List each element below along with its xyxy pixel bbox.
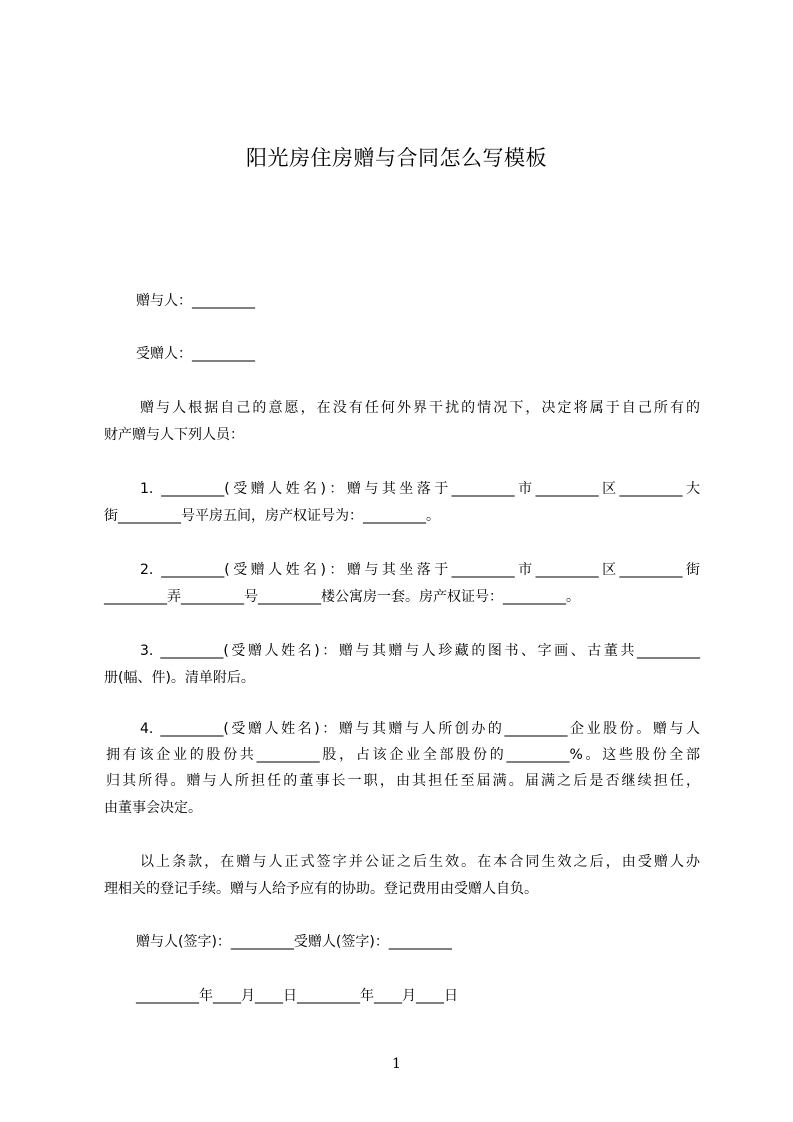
item4-line-4: 由董事会决定。 bbox=[104, 800, 202, 816]
intro-line-2: 财产赠与人下列人员： bbox=[104, 427, 244, 443]
item2-line-2: _________弄_________号_________楼公寓房一套。房产权证号：_________。 bbox=[104, 589, 580, 605]
signature-line: 赠与人(签字)：_________受赠人(签字)：_________ bbox=[136, 934, 452, 950]
intro-line-1: 赠与人根据自己的意愿，在没有任何外界干扰的情况下，决定将属于自己所有的 bbox=[140, 400, 700, 416]
item3-line-2: 册(幅、件)。清单附后。 bbox=[104, 670, 255, 686]
item3-line-1: 3. _________(受赠人姓名)：赠与其赠与人珍藏的图书、字画、古董共_________ bbox=[140, 643, 700, 659]
donor-line: 赠与人：_________ bbox=[136, 293, 255, 309]
item1-line-2: 街_________号平房五间，房产权证号为：_________。 bbox=[104, 508, 440, 524]
date-line: _________年____月____日_________年____月____日 bbox=[136, 988, 458, 1004]
donee-line: 受赠人：_________ bbox=[136, 346, 255, 362]
item4-line-1: 4. _________(受赠人姓名)：赠与其赠与人所创办的_________企业股份。赠与人 bbox=[140, 721, 700, 737]
item4-line-3: 归其所得。赠与人所担任的董事长一职，由其担任至届满。届满之后是否继续担任， bbox=[106, 773, 700, 789]
document-title: 阳光房住房赠与合同怎么写模板 bbox=[246, 146, 547, 170]
closing-line-1: 以上条款，在赠与人正式签字并公证之后生效。在本合同生效之后，由受赠人办 bbox=[140, 854, 700, 870]
item2-line-1: 2. _________(受赠人姓名)：赠与其坐落于_________市_________区_________街 bbox=[140, 562, 700, 578]
closing-line-2: 理相关的登记手续。赠与人给予应有的协助。登记费用由受赠人自负。 bbox=[104, 881, 538, 897]
page-number: 1 bbox=[392, 1056, 401, 1072]
item4-line-2: 拥有该企业的股份共_________股，占该企业全部股份的_________%。这些股份全部 bbox=[106, 747, 700, 763]
item1-line-1: 1. _________(受赠人姓名)：赠与其坐落于_________市_________区_________大 bbox=[140, 481, 700, 497]
